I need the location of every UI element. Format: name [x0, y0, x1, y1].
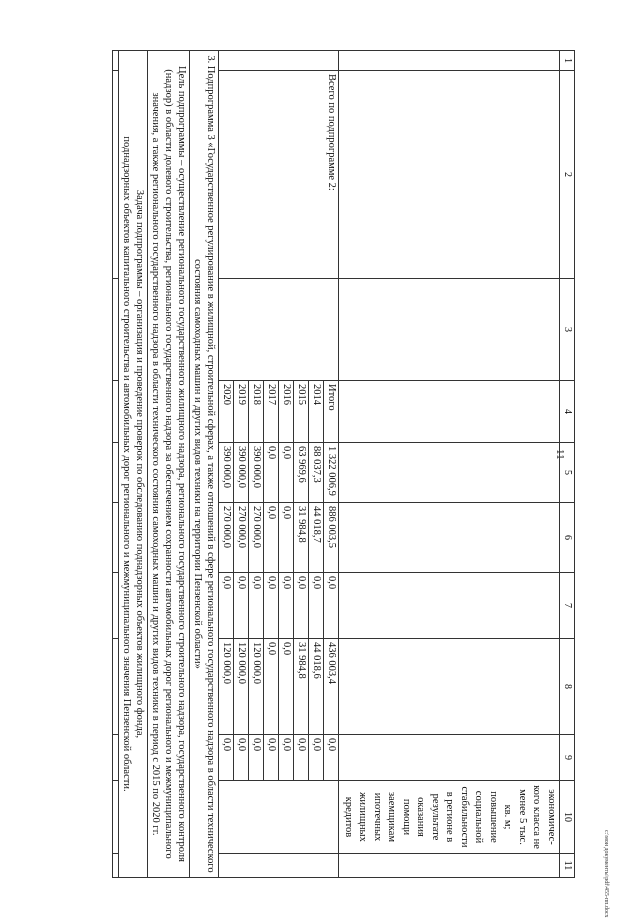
year-cell: 2015	[294, 381, 309, 443]
col-header-1: 1	[560, 51, 575, 71]
subprogram-task	[119, 51, 148, 878]
total-c8: 44 018,6	[309, 639, 324, 735]
total-c8: 120 000,0	[234, 639, 249, 735]
total-c9: 0,0	[219, 735, 234, 781]
column-number-row	[560, 51, 575, 878]
total-c6: 0,0	[264, 503, 279, 573]
total-c7: 0,0	[294, 573, 309, 639]
total-c7: 0,0	[324, 573, 339, 639]
cont-cell-5	[339, 443, 560, 503]
subprogram-3-title: 3. Подпрограмма 3 «Государственное регулирование в жилищной, строительной сферах, а также отношений в сфере регионального государственного надзора в области технического состояния самоходных машин и других видов техники на территории Пензенской области»	[190, 51, 219, 878]
bottom-cell-6	[113, 503, 119, 573]
total-c5: 63 969,6	[294, 443, 309, 503]
cont-cell-4	[339, 381, 560, 443]
rotated-table-sheet	[76, 50, 575, 877]
year-cell: Итого	[324, 381, 339, 443]
bottom-cell-1	[113, 51, 119, 71]
year-cell: 2016	[279, 381, 294, 443]
total-c5: 390 000,0	[234, 443, 249, 503]
total-c8: 31 984,8	[294, 639, 309, 735]
col-header-9: 9	[560, 735, 575, 781]
total-c5: 1 322 006,9	[324, 443, 339, 503]
total-cell-10	[219, 781, 339, 854]
total-row-itogo	[324, 51, 339, 878]
total-c6: 270 000,0	[249, 503, 264, 573]
year-cell: 2019	[234, 381, 249, 443]
col-header-8: 8	[560, 639, 575, 735]
col-header-5: 5	[560, 443, 575, 503]
bottom-cell-9	[113, 735, 119, 781]
total-c6: 44 018,7	[309, 503, 324, 573]
goal-row	[148, 51, 190, 878]
total-c6: 31 984,8	[294, 503, 309, 573]
cont-cell-11	[339, 854, 560, 878]
year-cell: 2020	[219, 381, 234, 443]
total-c8: 120 000,0	[249, 639, 264, 735]
cont-cell-2	[339, 71, 560, 279]
col-header-10: 10	[560, 781, 575, 854]
col-header-3: 3	[560, 279, 575, 381]
bottom-cell-5	[113, 443, 119, 503]
total-c9: 0,0	[279, 735, 294, 781]
total-c9: 0,0	[234, 735, 249, 781]
total-c8: 120 000,0	[219, 639, 234, 735]
col-header-4: 4	[560, 381, 575, 443]
subprogram-task-line-1: Задача подпрограммы – организация и проведение проверок по обследованию поднадзорных объектов жилищного фонда,	[134, 189, 146, 739]
year-cell: 2017	[264, 381, 279, 443]
subprogram-title-row	[190, 51, 219, 878]
file-path-footer: c:\мои документы\pdf\455-пп.docx	[603, 830, 609, 918]
year-cell: 2018	[249, 381, 264, 443]
cont-cell-3	[339, 279, 560, 381]
total-c8: 0,0	[264, 639, 279, 735]
total-c5: 390 000,0	[249, 443, 264, 503]
total-c7: 0,0	[264, 573, 279, 639]
task-row	[119, 51, 148, 878]
subprogram-task-line-2: поднадзорных объектов капитального строительства и автомобильных дорог регионального и межмуниципального значения Пензенской области.	[121, 136, 133, 792]
bottom-cell-2	[113, 71, 119, 279]
bottom-cell-10	[113, 781, 119, 854]
total-c8: 0,0	[279, 639, 294, 735]
bottom-cell-8	[113, 639, 119, 735]
total-c7: 0,0	[219, 573, 234, 639]
col-header-11: 11	[560, 854, 575, 878]
cont-cell-1	[339, 51, 560, 71]
bottom-cell-11	[113, 854, 119, 878]
total-c6: 886 003,5	[324, 503, 339, 573]
total-c5: 0,0	[279, 443, 294, 503]
total-c9: 0,0	[249, 735, 264, 781]
program-table	[113, 50, 576, 878]
total-c9: 0,0	[294, 735, 309, 781]
bottom-cell-3	[113, 279, 119, 381]
col-header-2: 2	[560, 71, 575, 279]
cont-cell-9	[339, 735, 560, 781]
total-cell-11	[219, 854, 339, 878]
total-c8: 436 003,4	[324, 639, 339, 735]
cont-cell-7	[339, 573, 560, 639]
cont-cell-8	[339, 639, 560, 735]
total-c6: 0,0	[279, 503, 294, 573]
bottom-cell-7	[113, 573, 119, 639]
total-c9: 0,0	[324, 735, 339, 781]
expected-result-text: экономичес-кого класса не менее 5 тыс. кв. м; повышение социальной стабильности в регионе в результате оказания помощи заемщикам ипотечных жилищных кредитов	[339, 781, 560, 854]
bottom-cell-4	[113, 381, 119, 443]
total-c9: 0,0	[264, 735, 279, 781]
total-cell-3	[219, 279, 339, 381]
continuation-row	[339, 51, 560, 878]
total-c7: 0,0	[234, 573, 249, 639]
col-header-6: 6	[560, 503, 575, 573]
cont-cell-6	[339, 503, 560, 573]
subprogram-goal: Цель подпрограммы – осуществление регионального государственного жилищного надзора, регионального государственного строительного надзора, государственного контроля (надзор) в области долевого строительства, регионального государственного надзора за обеспечением сохранности автомобильных дорог регионального и межмуниципального значения, а также регионального государственного надзора в области технического состояния самоходных машин и других видов техники в период с 2015 по 2020 гг.	[148, 51, 190, 878]
total-c5: 0,0	[264, 443, 279, 503]
total-c7: 0,0	[279, 573, 294, 639]
col-header-7: 7	[560, 573, 575, 639]
total-c7: 0,0	[249, 573, 264, 639]
total-cell-1	[219, 51, 339, 71]
total-c7: 0,0	[309, 573, 324, 639]
total-c9: 0,0	[309, 735, 324, 781]
total-label: Всего по подпрограмме 2:	[219, 71, 339, 279]
page-number: 11	[554, 449, 566, 460]
total-c6: 270 000,0	[234, 503, 249, 573]
total-c6: 270 000,0	[219, 503, 234, 573]
bottom-empty-row	[113, 51, 119, 878]
total-c5: 390 000,0	[219, 443, 234, 503]
year-cell: 2014	[309, 381, 324, 443]
total-c5: 88 037,3	[309, 443, 324, 503]
